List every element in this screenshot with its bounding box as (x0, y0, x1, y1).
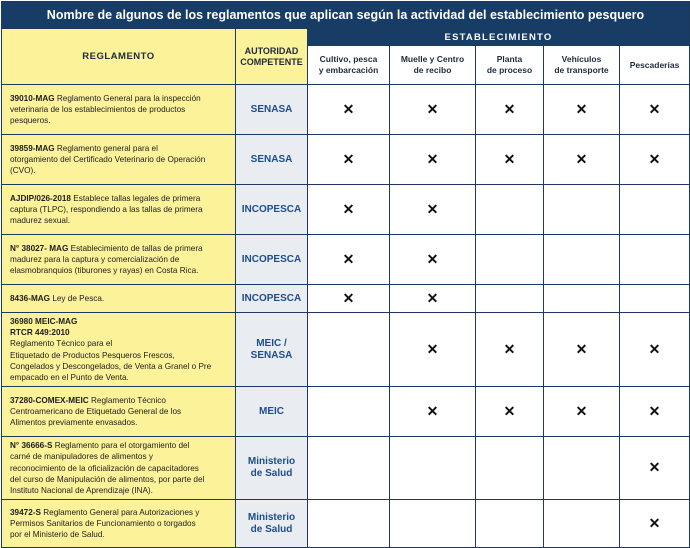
regulations-table-container (1, 1, 689, 545)
check-x-icon: ✕ (426, 340, 439, 357)
check-x-icon: ✕ (503, 100, 516, 117)
regulation-text: pesqueros. (10, 116, 51, 126)
mark-cell-vehiculos (544, 285, 620, 313)
mark-cell-vehiculos (544, 387, 620, 437)
regulation-text: Reglamento General para Autorizaciones y (40, 507, 200, 517)
mark-cell-planta (476, 185, 544, 235)
table-row (2, 285, 690, 313)
authority-label: INCOPESCA (241, 203, 302, 215)
regulation-cell (2, 85, 236, 135)
authority-cell (236, 387, 308, 437)
regulation-text: Establecimiento de tallas de primera (68, 243, 203, 253)
header-vehiculos-line2: de transporte (554, 65, 609, 75)
mark-cell-muelle (390, 387, 476, 437)
check-x-icon: ✕ (503, 402, 516, 419)
mark-cell-vehiculos (544, 235, 620, 285)
mark-cell-cultivo (308, 313, 390, 387)
header-reglamento: REGLAMENTO (2, 29, 236, 85)
header-planta-line2: de proceso (486, 65, 533, 75)
check-x-icon: ✕ (426, 402, 439, 419)
mark-cell-vehiculos (544, 500, 620, 548)
regulation-text: carné de manipuladores de alimentos y (10, 452, 153, 462)
mark-cell-muelle (390, 285, 476, 313)
table-row (2, 235, 690, 285)
mark-cell-vehiculos (544, 135, 620, 185)
table-row (2, 437, 690, 500)
title-row (2, 2, 690, 29)
authority-label: MEIC (259, 405, 284, 417)
regulation-code: N° 36666-S (10, 441, 53, 451)
regulation-text: Reglamento general para el (54, 143, 158, 153)
check-x-icon: ✕ (342, 100, 355, 117)
authority-cell (236, 437, 308, 500)
mark-cell-planta (476, 437, 544, 500)
check-x-icon: ✕ (575, 402, 588, 419)
mark-cell-muelle (390, 235, 476, 285)
regulation-cell (2, 313, 236, 387)
mark-cell-planta (476, 235, 544, 285)
authority-label: Ministerio (247, 456, 296, 468)
regulation-text: (CVO). (10, 166, 36, 176)
check-x-icon: ✕ (426, 289, 439, 306)
table-row (2, 313, 690, 387)
authority-cell (236, 235, 308, 285)
regulation-code: N° 38027- MAG (10, 243, 69, 253)
regulation-cell (2, 185, 236, 235)
regulation-code: 8436-MAG (10, 293, 51, 303)
check-x-icon: ✕ (648, 402, 661, 419)
check-x-icon: ✕ (503, 340, 516, 357)
mark-cell-muelle (390, 500, 476, 548)
check-x-icon: ✕ (342, 250, 355, 267)
check-x-icon: ✕ (648, 100, 661, 117)
regulation-text: del curso de Manipulación de alimentos, por parte del (10, 474, 205, 484)
header-vehiculos-line1: Vehículos (561, 54, 602, 64)
regulation-text: Permisos Sanitarios de Funcionamiento o torgados (10, 519, 196, 529)
header-cultivo-line2: y embarcación (318, 65, 379, 75)
authority-cell (236, 185, 308, 235)
regulation-text: Reglamento Técnico (88, 395, 166, 405)
regulation-text: captura (TLPC), respondiendo a las tallas de primera (10, 204, 203, 214)
check-x-icon: ✕ (342, 150, 355, 167)
check-x-icon: ✕ (503, 150, 516, 167)
mark-cell-muelle (390, 85, 476, 135)
table-row (2, 500, 690, 548)
check-x-icon: ✕ (648, 340, 661, 357)
header-row-1 (2, 29, 690, 46)
table-row (2, 135, 690, 185)
regulation-code: 36980 MEIC-MAG (10, 317, 78, 326)
regulation-text: Instituto Nacional de Aprendizaje (INA). (10, 486, 153, 496)
mark-cell-pescaderias (620, 235, 690, 285)
regulation-code: AJDIP/026-2018 (10, 193, 71, 203)
header-establecimiento: ESTABLECIMIENTO (308, 29, 690, 46)
authority-cell (236, 313, 308, 387)
header-pescaderias: Pescaderías (620, 46, 690, 85)
regulation-text: veterinaria de los establecimientos de productos (10, 104, 186, 114)
check-x-icon: ✕ (426, 200, 439, 217)
regulation-text: por el Ministerio de Salud. (10, 530, 105, 540)
mark-cell-cultivo (308, 285, 390, 313)
mark-cell-pescaderias (620, 85, 690, 135)
authority-label: Ministerio (247, 511, 296, 523)
regulation-text: Centroamericano de Etiquetado General de los (10, 407, 182, 417)
regulation-text: madurez sexual. (10, 216, 71, 226)
header-muelle (390, 46, 476, 85)
mark-cell-vehiculos (544, 437, 620, 500)
mark-cell-muelle (390, 185, 476, 235)
regulation-code: 37280-COMEX-MEIC (10, 395, 89, 405)
header-autoridad-line2: COMPETENTE (240, 56, 303, 67)
check-x-icon: ✕ (426, 250, 439, 267)
mark-cell-vehiculos (544, 185, 620, 235)
table-title: Nombre de algunos de los reglamentos que aplican según la actividad del establecimiento pesquero (2, 2, 690, 29)
regulation-text: Reglamento Técnico para el (10, 339, 113, 349)
mark-cell-planta (476, 387, 544, 437)
check-x-icon: ✕ (575, 100, 588, 117)
regulation-code: 39859-MAG (10, 143, 55, 153)
authority-cell (236, 285, 308, 313)
mark-cell-vehiculos (544, 85, 620, 135)
regulation-cell (2, 235, 236, 285)
mark-cell-planta (476, 85, 544, 135)
check-x-icon: ✕ (342, 200, 355, 217)
regulation-text: Reglamento para el otorgamiento del (52, 441, 190, 451)
table-row (2, 387, 690, 437)
header-muelle-line1: Muelle y Centro (400, 54, 465, 64)
header-autoridad (236, 29, 308, 85)
authority-label: MEIC / (256, 337, 287, 349)
mark-cell-cultivo (308, 437, 390, 500)
mark-cell-pescaderias (620, 387, 690, 437)
header-cultivo-line1: Cultivo, pesca (319, 54, 378, 64)
mark-cell-muelle (390, 313, 476, 387)
header-muelle-line2: de recibo (413, 65, 452, 75)
check-x-icon: ✕ (426, 100, 439, 117)
check-x-icon: ✕ (648, 459, 661, 476)
regulation-text: elasmobranquios (tiburones y rayas) en Costa Rica. (10, 266, 199, 276)
authority-cell (236, 85, 308, 135)
check-x-icon: ✕ (648, 514, 661, 531)
regulation-text: Reglamento General para la inspección (54, 93, 201, 103)
regulation-text: empacado en el Punto de Venta. (10, 373, 129, 383)
header-planta-line1: Planta (496, 54, 523, 64)
mark-cell-cultivo (308, 135, 390, 185)
authority-label: de Salud (250, 468, 293, 480)
regulation-text: reconocimiento de la oficialización de capacitadores (10, 463, 199, 473)
mark-cell-cultivo (308, 235, 390, 285)
regulation-text: madurez para la captura y comercialización de (10, 254, 180, 264)
regulation-text: otorgamiento del Certificado Veterinario de Operación (10, 154, 206, 164)
mark-cell-cultivo (308, 85, 390, 135)
regulation-code: 39472-S (10, 507, 41, 517)
mark-cell-pescaderias (620, 285, 690, 313)
regulation-code: 39010-MAG (10, 93, 55, 103)
regulation-cell (2, 387, 236, 437)
authority-label: SENASA (250, 349, 293, 361)
check-x-icon: ✕ (342, 289, 355, 306)
regulation-code-secondary: RTCR 449:2010 (10, 328, 70, 338)
check-x-icon: ✕ (648, 150, 661, 167)
header-vehiculos (544, 46, 620, 85)
regulation-cell (2, 285, 236, 313)
header-cultivo (308, 46, 390, 85)
regulation-text: Alimentos previamente envasados. (10, 418, 138, 428)
mark-cell-planta (476, 135, 544, 185)
regulation-text: Ley de Pesca. (50, 293, 105, 303)
mark-cell-pescaderias (620, 437, 690, 500)
mark-cell-muelle (390, 135, 476, 185)
check-x-icon: ✕ (575, 150, 588, 167)
authority-label: INCOPESCA (241, 253, 302, 265)
check-x-icon: ✕ (426, 150, 439, 167)
regulation-cell (2, 500, 236, 548)
mark-cell-pescaderias (620, 185, 690, 235)
check-x-icon: ✕ (575, 340, 588, 357)
regulation-text: Etiquetado de Productos Pesqueros Frescos, (10, 350, 175, 360)
authority-label: SENASA (250, 103, 293, 115)
regulation-cell (2, 135, 236, 185)
table-body (2, 85, 690, 548)
mark-cell-vehiculos (544, 313, 620, 387)
authority-label: SENASA (250, 153, 293, 165)
header-planta (476, 46, 544, 85)
mark-cell-pescaderias (620, 313, 690, 387)
regulations-table (1, 1, 690, 548)
regulation-text: Congelados y Descongelados, de Venta a Granel o Pre (10, 361, 212, 371)
authority-label: de Salud (250, 523, 293, 535)
regulation-text: Establece tallas legales de primera (71, 193, 201, 203)
table-row (2, 85, 690, 135)
mark-cell-planta (476, 500, 544, 548)
mark-cell-pescaderias (620, 135, 690, 185)
authority-cell (236, 500, 308, 548)
mark-cell-cultivo (308, 387, 390, 437)
authority-label: INCOPESCA (241, 292, 302, 304)
mark-cell-planta (476, 285, 544, 313)
mark-cell-cultivo (308, 185, 390, 235)
mark-cell-planta (476, 313, 544, 387)
mark-cell-pescaderias (620, 500, 690, 548)
mark-cell-muelle (390, 437, 476, 500)
mark-cell-cultivo (308, 500, 390, 548)
authority-cell (236, 135, 308, 185)
header-autoridad-line1: AUTORIDAD (244, 45, 299, 56)
regulation-cell (2, 437, 236, 500)
table-row (2, 185, 690, 235)
